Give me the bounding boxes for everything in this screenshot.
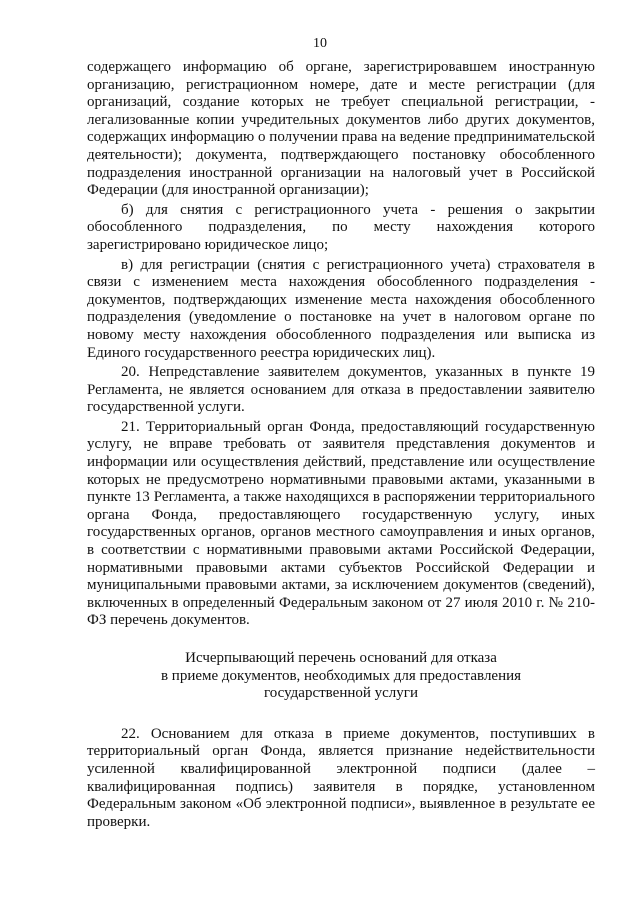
paragraph-continuation: содержащего информацию об органе, зарегистрировавшем иностранную организацию, регистрационном номере, дате и месте регистрации (для организаций, создание которых не требует специальной регистрации, - легализованные копии учредительных документов либо других документов, содержащих информацию о получении права на ведение предпринимательской деятельности); документа, подтверждающего постановку обособленного подразделения иностранной организации на налоговый учет в Российской Федерации (для иностранной организации); [87, 59, 595, 199]
page-number: 10 [313, 36, 327, 51]
section-heading-line: Исчерпывающий перечень оснований для отказа [185, 650, 497, 666]
paragraph-item-v: в) для регистрации (снятия с регистрационного учета) страхователя в связи с изменением места нахождения обособленного подразделения - документов, подтверждающих изменение места нахождения обособленного подразделения (уведомление о постановке на учет в налоговом органе по новому месту нахождения обособленного подразделения или выписка из Единого государственного реестра юридических лиц). [87, 256, 595, 361]
paragraph-item-b: б) для снятия с регистрационного учета - решения о закрытии обособленного подразделения, по месту нахождения которого зарегистрировано юридическое лицо; [87, 201, 595, 253]
paragraph-item-21: 21. Территориальный орган Фонда, предоставляющий государственную услугу, не вправе требовать от заявителя представления документов и информации или осуществления действий, представление или осуществление которых не предусмотрено нормативными правовыми актами, указанными в пункте 13 Регламента, а также находящихся в распоряжении территориального органа Фонда, предоставляющего государственную услугу, иных государственных органов, органов местного самоуправления и иных органов, в соответствии с нормативными правовыми актами Российской Федерации, нормативными правовыми актами субъектов Российской Федерации и муниципальными правовыми актами, за исключением документов (сведений), включенных в определенный Федеральным законом от 27 июля 2010 г. № 210-ФЗ перечень документов. [87, 418, 595, 629]
paragraph-item-22: 22. Основанием для отказа в приеме документов, поступивших в территориальный орган Фонда, является признание недействительности усиленной квалифицированной электронной подписи (далее – квалифицированная подпись) заявителя в порядке, установленном Федеральным законом «Об электронной подписи», выявленное в результате ее проверки. [87, 725, 595, 830]
section-heading [87, 650, 595, 703]
document-body [87, 59, 595, 831]
section-heading-line: государственной услуги [264, 685, 418, 702]
paragraph-item-20: 20. Непредставление заявителем документов, указанных в пункте 19 Регламента, не является основанием для отказа в предоставлении заявителю государственной услуги. [87, 364, 595, 416]
section-heading-line: в приеме документов, необходимых для предоставления [160, 667, 522, 684]
